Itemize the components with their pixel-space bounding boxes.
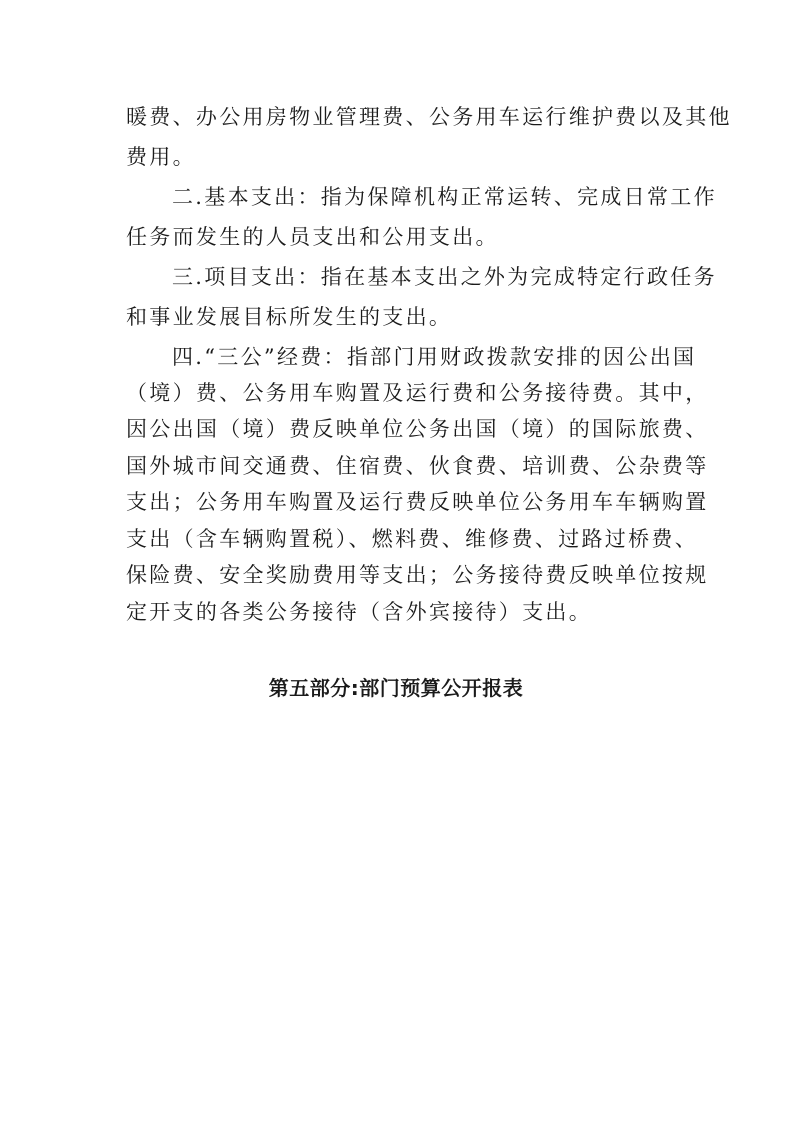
paragraph-three-public-funds-line-5: 支出；公务用车购置及运行费反映单位公务用车车辆购置 [126, 490, 709, 514]
paragraph-three-public-funds-line-2: （境）费、公务用车购置及运行费和公务接待费。其中， [126, 381, 709, 405]
paragraph-continued-line-2: 费用。 [126, 145, 196, 169]
paragraph-basic-expenditure-line-1: 二.基本支出：指为保障机构正常运转、完成日常工作 [172, 185, 717, 209]
paragraph-three-public-funds-line-6: 支出（含车辆购置税）、燃料费、维修费、过路过桥费、 [126, 527, 698, 551]
paragraph-basic-expenditure-line-2: 任务而发生的人员支出和公用支出。 [126, 225, 499, 249]
paragraph-project-expenditure-line-1: 三.项目支出：指在基本支出之外为完成特定行政任务 [172, 265, 717, 289]
paragraph-three-public-funds-line-8: 定开支的各类公务接待（含外宾接待）支出。 [126, 600, 592, 624]
section-heading: 第五部分:部门预算公开报表 [268, 676, 524, 700]
paragraph-three-public-funds-line-4: 国外城市间交通费、住宿费、伙食费、培训费、公杂费等 [126, 454, 709, 478]
paragraph-three-public-funds-line-3: 因公出国（境）费反映单位公务出国（境）的国际旅费、 [126, 417, 709, 441]
paragraph-continued-line-1: 暖费、办公用房物业管理费、公务用车运行维护费以及其他 [126, 105, 732, 129]
paragraph-three-public-funds-line-1: 四.“三公”经费：指部门用财政拨款安排的因公出国 [172, 345, 697, 369]
paragraph-three-public-funds-line-7: 保险费、安全奖励费用等支出；公务接待费反映单位按规 [126, 563, 709, 587]
paragraph-project-expenditure-line-2: 和事业发展目标所发生的支出。 [126, 305, 453, 329]
